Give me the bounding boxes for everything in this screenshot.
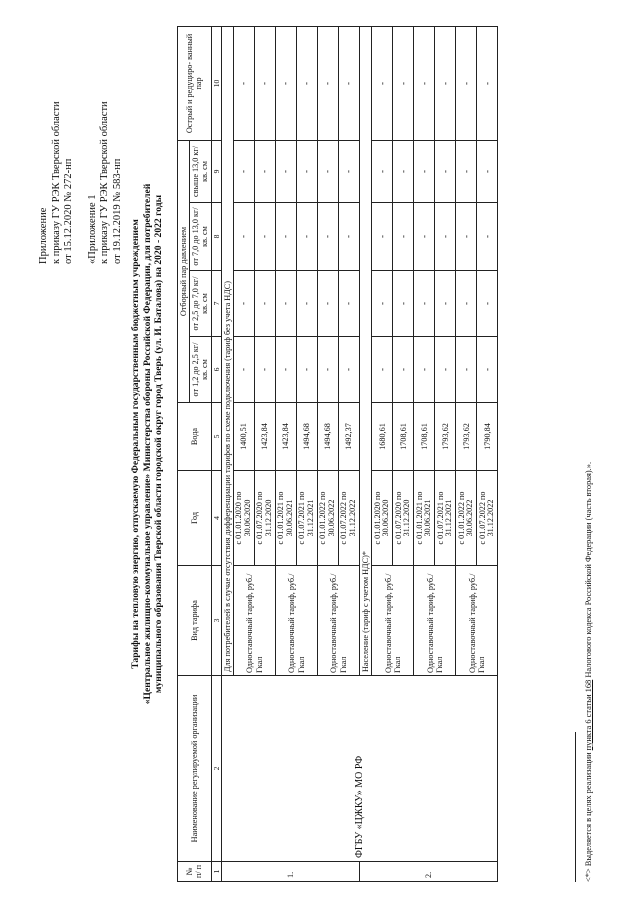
empty-value-dash: - (456, 26, 477, 140)
empty-value-dash: - (234, 337, 255, 403)
empty-value-dash: - (339, 203, 360, 271)
empty-value-dash: - (414, 337, 435, 403)
header-organization: Наименование регулируемой организации (178, 676, 212, 862)
header-steam-group: Отборный пар давлением (178, 140, 190, 402)
footnote (584, 22, 593, 882)
approval-header (38, 34, 124, 264)
footnote-tax-code-link: пункта 6 статьи 168 (584, 679, 593, 751)
empty-value-dash: - (297, 26, 318, 140)
empty-value-dash: - (276, 337, 297, 403)
tariff-table (177, 26, 498, 882)
empty-value-dash: - (255, 271, 276, 337)
period-cell: с 01.07.2020 по 31.12.2020 (393, 471, 414, 566)
empty-value-dash: - (318, 337, 339, 403)
water-tariff-value: 1492,37 (339, 403, 360, 471)
empty-value-dash: - (372, 26, 393, 140)
period-cell: с 01.01.2020 по 30.06.2020 (234, 471, 255, 566)
column-number: 7 (211, 271, 221, 337)
column-number: 4 (211, 471, 221, 566)
tariff-type: Одноставочный тариф, руб./Гкал (414, 566, 456, 676)
empty-value-dash: - (477, 140, 498, 202)
tariff-type: Одноставочный тариф, руб./Гкал (456, 566, 498, 676)
empty-value-dash: - (435, 26, 456, 140)
empty-value-dash: - (372, 271, 393, 337)
column-number: 8 (211, 203, 221, 271)
empty-value-dash: - (297, 271, 318, 337)
tariff-type: Одноставочный тариф, руб./Гкал (318, 566, 360, 676)
empty-value-dash: - (456, 140, 477, 202)
empty-value-dash: - (318, 271, 339, 337)
empty-value-dash: - (339, 271, 360, 337)
empty-value-dash: - (255, 26, 276, 140)
empty-value-dash: - (456, 337, 477, 403)
empty-value-dash: - (393, 337, 414, 403)
empty-value-dash: - (456, 203, 477, 271)
water-tariff-value: 1680,61 (372, 403, 393, 471)
period-cell: с 01.01.2020 по 30.06.2020 (372, 471, 393, 566)
period-cell: с 01.07.2021 по 31.12.2021 (435, 471, 456, 566)
empty-value-dash: - (435, 271, 456, 337)
previous-order-reference-date: от 19.12.2019 № 583-нп (111, 158, 123, 264)
column-number: 6 (211, 337, 221, 403)
tariff-type: Одноставочный тариф, руб./Гкал (276, 566, 318, 676)
period-cell: с 01.07.2022 по 31.12.2022 (477, 471, 498, 566)
empty-value-dash: - (393, 140, 414, 202)
empty-value-dash: - (234, 26, 255, 140)
empty-value-dash: - (318, 140, 339, 202)
column-number: 10 (211, 26, 221, 140)
empty-value-dash: - (234, 140, 255, 202)
empty-value-dash: - (435, 140, 456, 202)
empty-value-dash: - (276, 140, 297, 202)
column-number: 2 (211, 676, 221, 862)
water-tariff-value: 1790,84 (477, 403, 498, 471)
period-cell: с 01.07.2021 по 31.12.2021 (297, 471, 318, 566)
title-line-3: муниципального образования Тверской области городской округ город Тверь (ул. И. Баталова) на 2020 - 2022 годы (153, 194, 164, 694)
column-number: 9 (211, 140, 221, 202)
water-tariff-value: 1423,84 (276, 403, 297, 471)
empty-value-dash: - (435, 337, 456, 403)
empty-value-dash: - (414, 271, 435, 337)
empty-value-dash: - (372, 203, 393, 271)
empty-value-dash: - (414, 140, 435, 202)
header-pressure-3: от 7,0 до 13,0 кг/кв. см (190, 203, 211, 271)
empty-value-dash: - (318, 26, 339, 140)
empty-value-dash: - (393, 26, 414, 140)
empty-value-dash: - (339, 337, 360, 403)
water-tariff-value: 1793,62 (456, 403, 477, 471)
water-tariff-value: 1708,61 (393, 403, 414, 471)
water-tariff-value: 1400,51 (234, 403, 255, 471)
appendix-1-label: «Приложение 1 (86, 194, 98, 264)
empty-value-dash: - (477, 337, 498, 403)
empty-value-dash: - (255, 337, 276, 403)
section-row (221, 26, 233, 881)
column-number: 5 (211, 403, 221, 471)
empty-value-dash: - (477, 203, 498, 271)
empty-value-dash: - (297, 140, 318, 202)
header-water: Вода (178, 403, 212, 471)
empty-value-dash: - (414, 203, 435, 271)
empty-value-dash: - (276, 271, 297, 337)
header-pressure-4: свыше 13,0 кг/кв. см (190, 140, 211, 202)
water-tariff-value: 1423,84 (255, 403, 276, 471)
section-title: Население (тариф с учетом НДС)* (360, 26, 372, 675)
empty-value-dash: - (255, 140, 276, 202)
column-number: 1 (211, 862, 221, 882)
period-cell: с 01.01.2021 по 30.06.2021 (276, 471, 297, 566)
empty-value-dash: - (393, 271, 414, 337)
title-line-1: Тарифы на тепловую энергию, отпускаемую Федеральным государственным бюджетным учреждением (130, 219, 141, 669)
period-cell: с 01.07.2022 по 31.12.2022 (339, 471, 360, 566)
water-tariff-value: 1708,61 (414, 403, 435, 471)
column-number: 3 (211, 566, 221, 676)
empty-value-dash: - (456, 271, 477, 337)
column-number-row (211, 26, 221, 881)
empty-value-dash: - (414, 26, 435, 140)
tariff-type: Одноставочный тариф, руб./Гкал (372, 566, 414, 676)
tariff-table-body (221, 26, 497, 881)
empty-value-dash: - (318, 203, 339, 271)
document-title (130, 44, 165, 844)
empty-value-dash: - (372, 140, 393, 202)
header-sharp-steam: Острый и редуциро- ванный пар (178, 26, 212, 140)
empty-value-dash: - (234, 271, 255, 337)
header-pressure-2: от 2,5 до 7,0 кг/кв. см (190, 271, 211, 337)
section-number: 1. (221, 862, 359, 882)
empty-value-dash: - (339, 140, 360, 202)
footnote-divider (575, 732, 576, 882)
empty-value-dash: - (393, 203, 414, 271)
section-title: Для потребителей в случае отсутствия дифференциации тарифов по схеме подключения (тариф без учета НДС) (221, 26, 233, 675)
empty-value-dash: - (339, 26, 360, 140)
previous-order-reference-line: к приказу ГУ РЭК Тверской области (99, 101, 110, 264)
appendix-label: Приложение (38, 207, 49, 264)
water-tariff-value: 1793,62 (435, 403, 456, 471)
empty-value-dash: - (477, 271, 498, 337)
period-cell: с 01.07.2020 по 31.12.2020 (255, 471, 276, 566)
footnote-text-start: <*> Выделяется в целях реализации (584, 750, 593, 882)
empty-value-dash: - (255, 203, 276, 271)
organization-name: ФГБУ «ЦЖКУ» МО РФ (221, 676, 497, 862)
header-tariff-type: Вид тарифа (178, 566, 212, 676)
period-cell: с 01.01.2022 по 30.06.2022 (318, 471, 339, 566)
water-tariff-value: 1494,68 (318, 403, 339, 471)
title-line-2: «Центральное жилищно-коммунальное управление» Министерства обороны Российской Федерации, для потребителей (141, 183, 153, 705)
period-cell: с 01.01.2021 по 30.06.2021 (414, 471, 435, 566)
footnote-text-end: Налогового кодекса Российской Федерации (часть вторая).». (584, 461, 593, 680)
empty-value-dash: - (297, 337, 318, 403)
empty-value-dash: - (276, 26, 297, 140)
header-num: № п/ п (178, 862, 212, 882)
header-year: Год (178, 471, 212, 566)
empty-value-dash: - (276, 203, 297, 271)
empty-value-dash: - (297, 203, 318, 271)
period-cell: с 01.01.2022 по 30.06.2022 (456, 471, 477, 566)
empty-value-dash: - (435, 203, 456, 271)
empty-value-dash: - (372, 337, 393, 403)
section-number: 2. (360, 862, 498, 882)
header-pressure-1: от 1,2 до 2,5 кг/кв. см (190, 337, 211, 403)
tariff-type: Одноставочный тариф, руб./Гкал (234, 566, 276, 676)
water-tariff-value: 1494,68 (297, 403, 318, 471)
order-reference-line: к приказу ГУ РЭК Тверской области (50, 101, 62, 264)
order-reference-date: от 15.12.2020 № 272-нп (63, 158, 74, 264)
empty-value-dash: - (234, 203, 255, 271)
empty-value-dash: - (477, 26, 498, 140)
